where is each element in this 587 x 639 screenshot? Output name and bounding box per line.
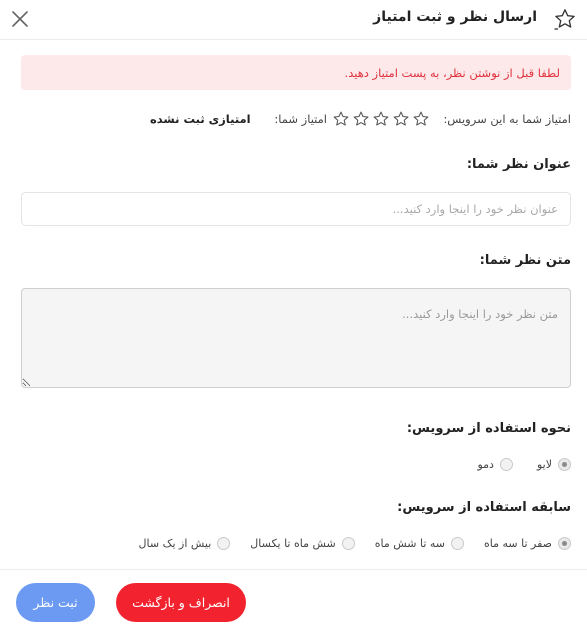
history-option-over-1-year[interactable] (139, 537, 231, 550)
history-label: سابقه استفاده از سرویس: (397, 500, 571, 515)
modal-header (0, 0, 587, 40)
usage-label: نحوه استفاده از سرویس: (406, 421, 571, 436)
comment-title-input[interactable] (21, 192, 571, 226)
modal-title: ارسال نظر و ثبت امتیاز (373, 9, 537, 25)
modal-footer (0, 569, 587, 639)
your-score-label: امتیاز شما: (274, 112, 327, 126)
radio-button[interactable] (558, 458, 571, 471)
rating-star-icon[interactable] (412, 110, 430, 128)
rating-star-icon[interactable] (332, 110, 350, 128)
radio-button[interactable] (558, 537, 571, 550)
history-option-3-6-months[interactable] (375, 537, 464, 550)
usage-option-label: دمو (477, 458, 494, 471)
usage-option-demo[interactable] (477, 458, 512, 471)
rating-stars (332, 110, 430, 128)
radio-button[interactable] (342, 537, 355, 550)
usage-option-live[interactable] (537, 458, 571, 471)
history-option-label: بیش از یک سال (138, 537, 212, 550)
your-score-value: امتیازی ثبت نشده (150, 112, 251, 126)
rating-star-icon[interactable] (392, 110, 410, 128)
rating-row (150, 110, 571, 130)
rating-label: امتیاز شما به این سرویس: (443, 112, 571, 126)
radio-button[interactable] (217, 537, 230, 550)
rating-required-alert: لطفا قبل از نوشتن نظر، به پست امتیاز دهید. (21, 55, 571, 90)
history-option-0-3-months[interactable] (484, 537, 571, 550)
history-option-6-12-months[interactable] (250, 537, 354, 550)
comment-body-textarea[interactable] (21, 288, 571, 388)
radio-button[interactable] (500, 458, 513, 471)
radio-button[interactable] (451, 537, 464, 550)
rating-star-icon[interactable] (352, 110, 370, 128)
title-field-label: عنوان نظر شما: (466, 157, 571, 172)
usage-options (477, 458, 571, 471)
submit-button[interactable]: ثبت نظر (16, 583, 95, 622)
history-options (139, 537, 571, 550)
close-icon[interactable] (10, 9, 30, 29)
star-outline-icon (553, 7, 577, 31)
history-option-label: سه تا شش ماه (374, 537, 445, 550)
cancel-button[interactable]: انصراف و بازگشت (116, 583, 246, 622)
rating-star-icon[interactable] (372, 110, 390, 128)
usage-option-label: لایو (536, 458, 552, 471)
history-option-label: شش ماه تا یکسال (250, 537, 336, 550)
body-field-label: متن نظر شما: (479, 253, 571, 268)
history-option-label: صفر تا سه ماه (484, 537, 552, 550)
